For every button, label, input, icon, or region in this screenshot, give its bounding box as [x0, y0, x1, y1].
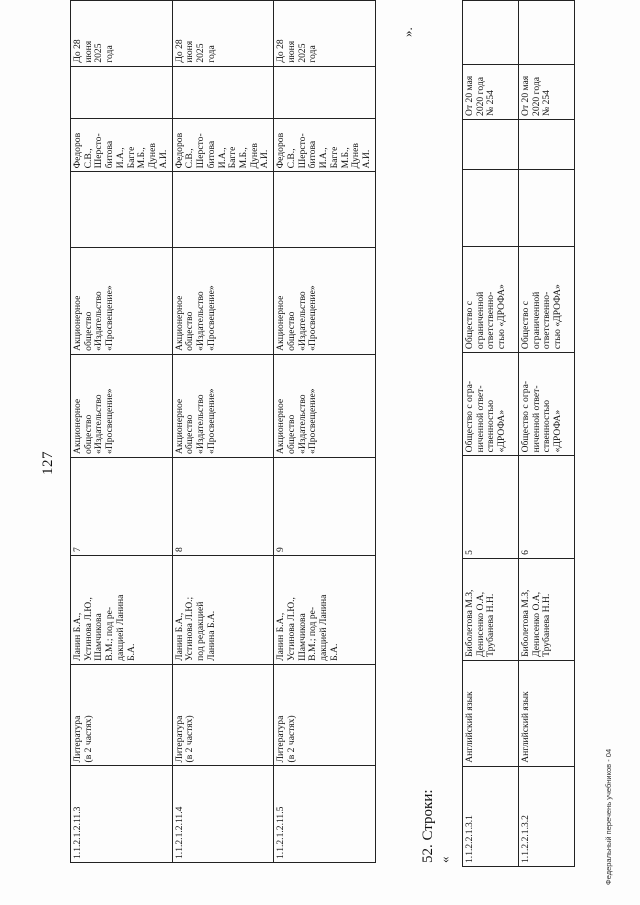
row-empty-cell [463, 170, 519, 246]
row-subject: Английский язык [463, 660, 519, 766]
row-deadline: До 28 июня 2025 года [172, 1, 274, 67]
table-row [172, 1, 274, 863]
row-rights-authors: Федоров С.В., Шерсто- битова И.А., Багге М.Б., Дунев А.И. [172, 119, 274, 172]
row-publisher: Акционерное общество «Издательство «Просвещение» [71, 354, 173, 457]
row-publisher: Общество с огра- ниченной ответ- ственностью «ДРОФА» [463, 353, 519, 456]
textbook-table-top [70, 0, 376, 863]
row-code: 1.1.2.1.2.11.4 [172, 766, 274, 863]
row-code: 1.1.2.2.1.3.1 [463, 766, 519, 866]
row-authors: Ланин Б.А., Устинова Л.Ю.; под редакцией Ланина Б.А. [172, 555, 274, 664]
row-code: 1.1.2.2.1.3.2 [519, 766, 575, 866]
opening-quote: « [437, 856, 452, 863]
row-number: 6 [519, 456, 575, 558]
row-number: 8 [172, 457, 274, 555]
row-order-date [274, 66, 376, 119]
row-rights-authors [519, 119, 575, 169]
row-authors: Ланин Б.А., Устинова Л.Ю., Шамчикова В.М.; под ре- дакцией Ланина Б.А. [274, 555, 376, 664]
row-publisher: Общество с огра- ниченной ответ- ственностью «ДРОФА» [519, 353, 575, 456]
row-authors: Биболетова М.З, Денисенко О.А, Трубанева Н.Н. [463, 558, 519, 660]
closing-quote: ». [400, 27, 415, 37]
row-rights-authors: Федоров С.В., Шерсто- битова И.А., Багге М.Б., Дунев А.И. [71, 119, 173, 172]
row-order-date: От 20 мая 2020 года № 254 [519, 65, 575, 120]
row-rights-authors [463, 119, 519, 169]
row-code: 1.1.2.1.2.11.3 [71, 766, 173, 863]
table-row [519, 1, 575, 867]
table-row [274, 1, 376, 863]
row-deadline [519, 1, 575, 65]
row-empty-cell [172, 172, 274, 248]
row-subject: Литература (в 2 частях) [172, 664, 274, 766]
row-rights-holder: Акционерное общество «Издательство «Просвещение» [274, 248, 376, 355]
table-row [463, 1, 519, 867]
row-subject: Литература (в 2 частях) [274, 664, 376, 766]
row-deadline: До 28 июня 2025 года [274, 1, 376, 67]
row-number: 7 [71, 457, 173, 555]
row-deadline: До 28 июня 2025 года [71, 1, 173, 67]
row-empty-cell [274, 172, 376, 248]
row-authors: Ланин Б.А., Устинова Л.Ю., Шамчикова В.М.; под ре- дакцией Ланина Б.А. [71, 555, 173, 664]
row-rights-authors: Федоров С.В., Шерсто- битова И.А., Багге М.Б., Дунев А.И. [274, 119, 376, 172]
row-rights-holder: Общество с ограниченной ответственно- стью «ДРОФА» [463, 246, 519, 352]
row-order-date [71, 66, 173, 119]
row-rights-holder: Акционерное общество «Издательство «Просвещение» [71, 248, 173, 355]
row-subject: Английский язык [519, 660, 575, 766]
row-order-date: От 20 мая 2020 года № 254 [463, 65, 519, 120]
row-order-date [172, 66, 274, 119]
section-heading: 52. Строки: [420, 789, 436, 863]
footer-note: Федеральный перечень учебников - 04 [604, 748, 613, 885]
row-rights-holder: Акционерное общество «Издательство «Просвещение» [172, 248, 274, 355]
row-number: 9 [274, 457, 376, 555]
row-empty-cell [519, 170, 575, 246]
table-row [71, 1, 173, 863]
row-empty-cell [71, 172, 173, 248]
row-code: 1.1.2.1.2.11.5 [274, 766, 376, 863]
row-authors: Биболетова М.З, Денисенко О.А, Трубанева Н.Н. [519, 558, 575, 660]
row-rights-holder: Общество с ограниченной ответственно- стью «ДРОФА» [519, 246, 575, 352]
page-number: 127 [40, 451, 56, 475]
row-deadline [463, 1, 519, 65]
row-publisher: Акционерное общество «Издательство «Просвещение» [172, 354, 274, 457]
row-number: 5 [463, 456, 519, 558]
row-subject: Литература (в 2 частях) [71, 664, 173, 766]
row-publisher: Акционерное общество «Издательство «Просвещение» [274, 354, 376, 457]
textbook-table-bottom [462, 0, 575, 867]
